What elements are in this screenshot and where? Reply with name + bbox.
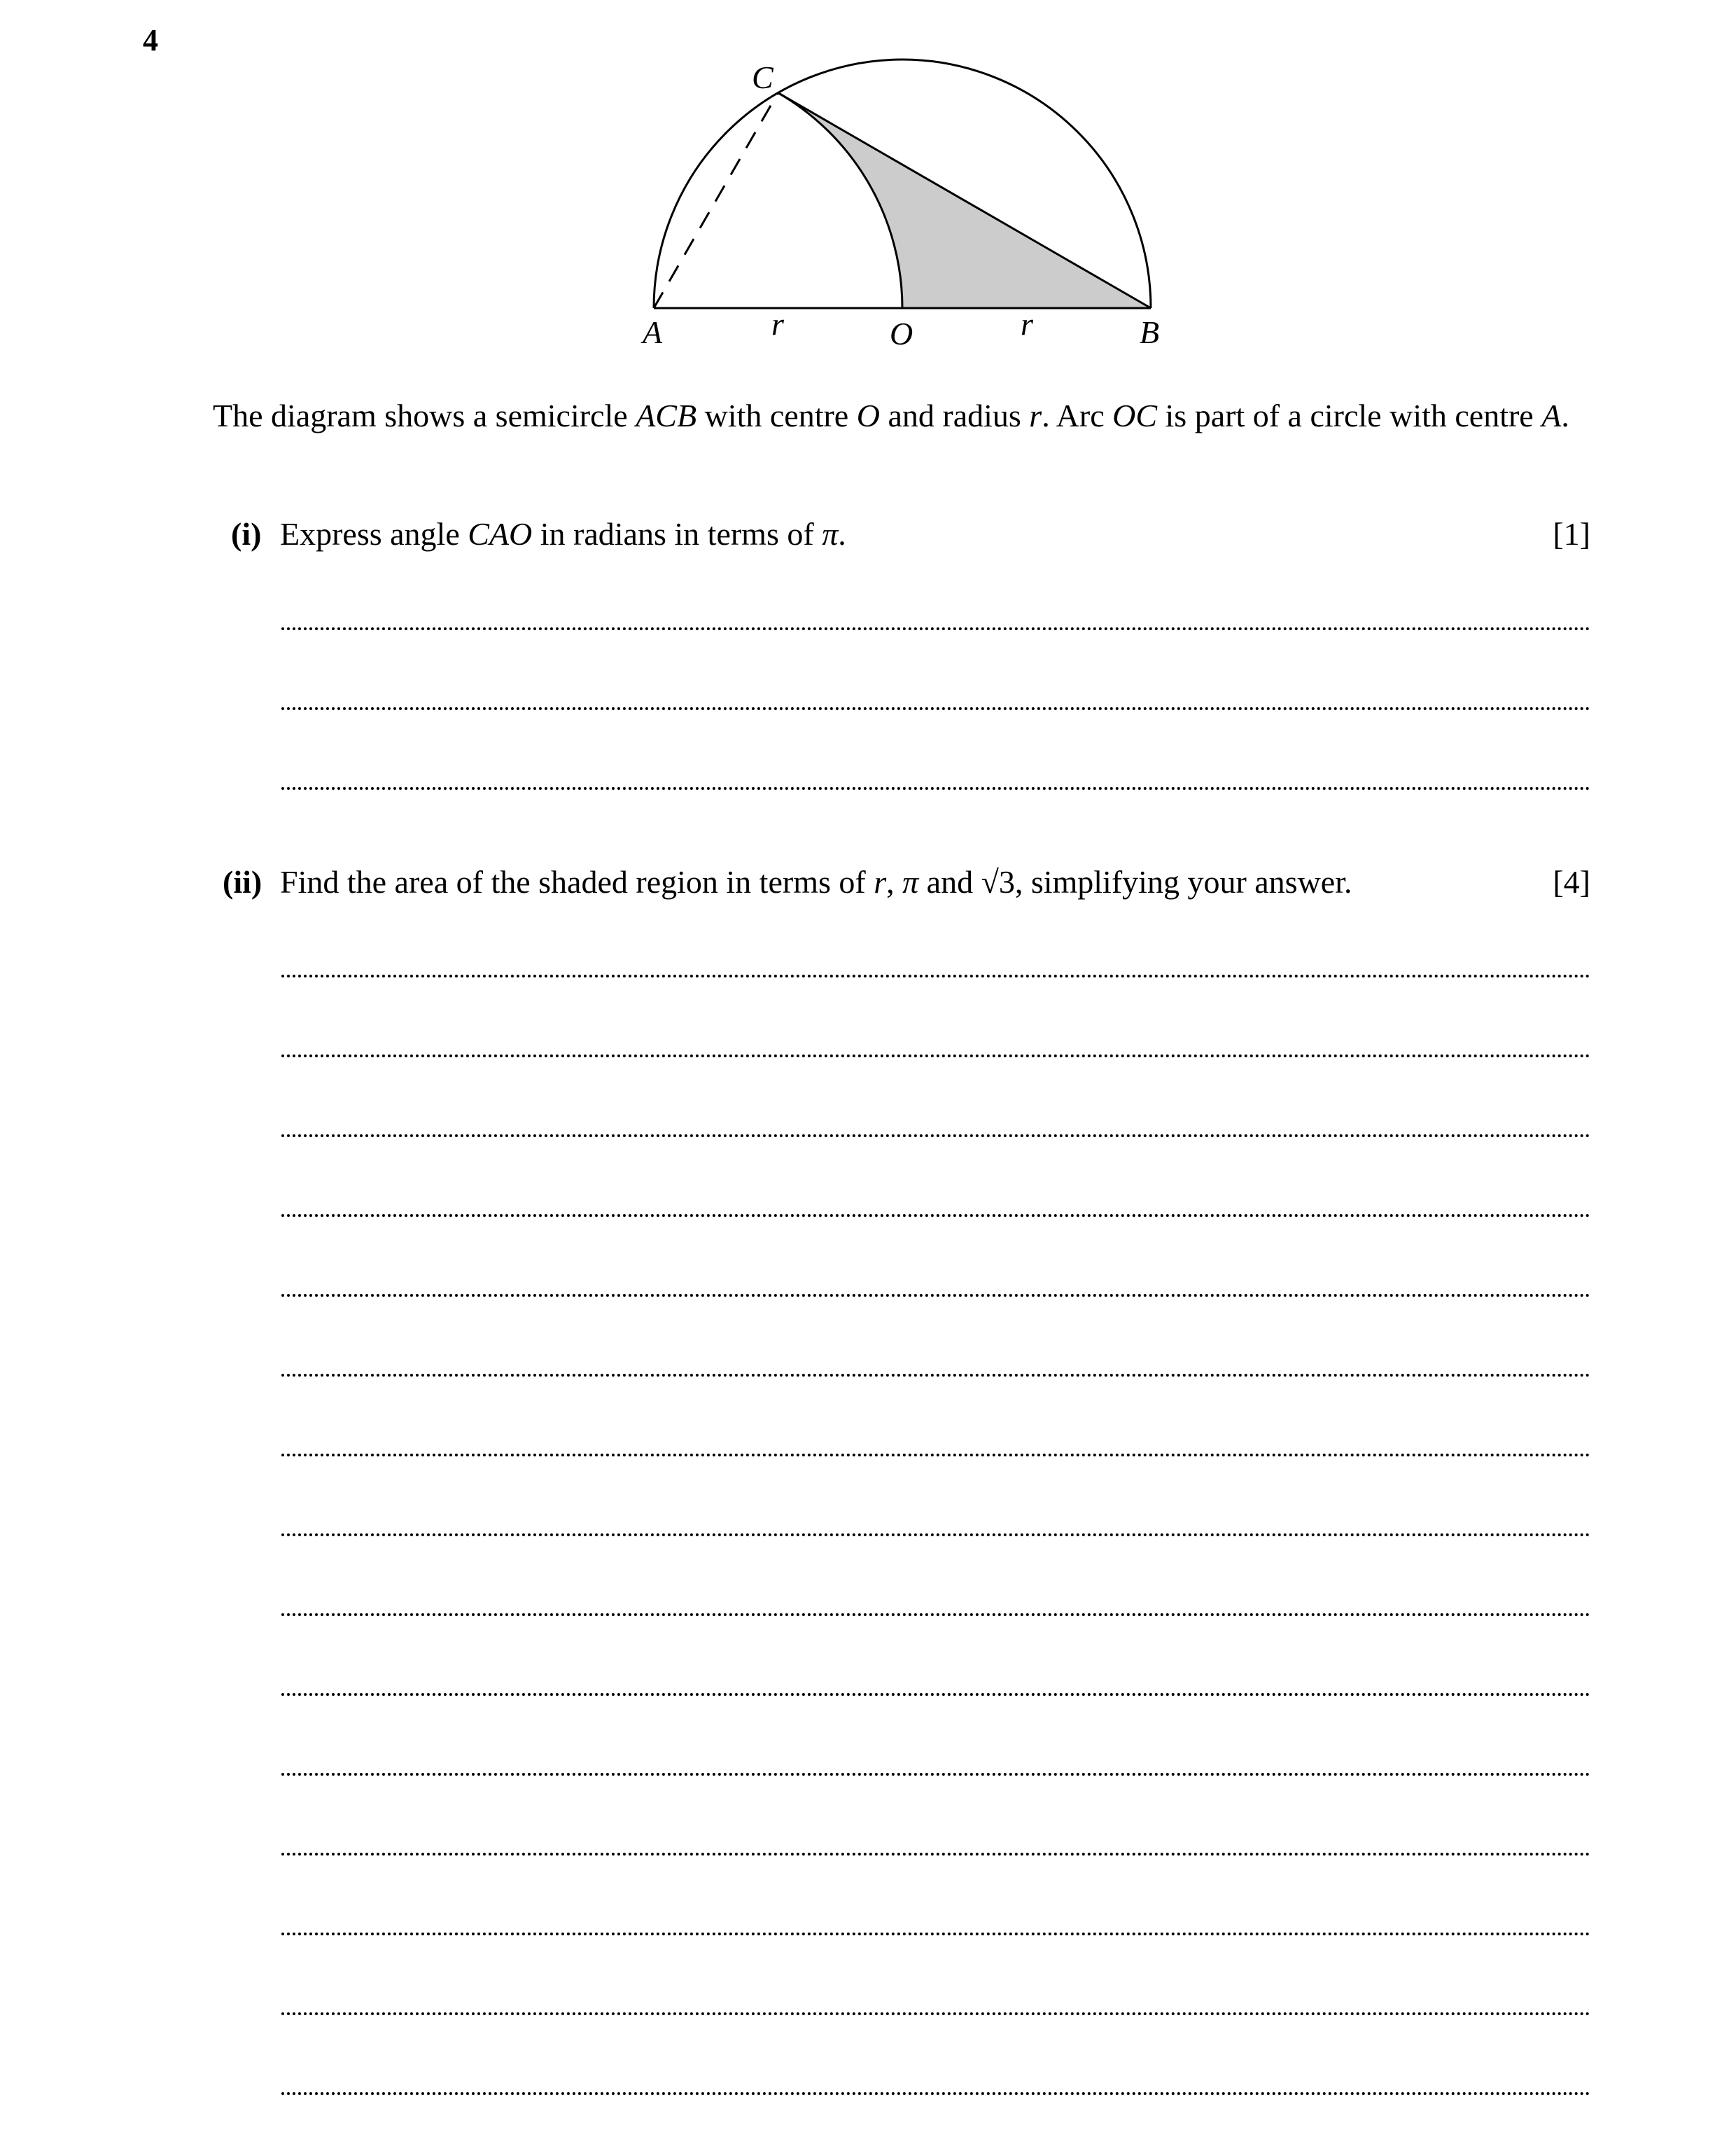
label-c: C bbox=[752, 60, 774, 95]
part-i-text: Express angle CAO in radians in terms of π. bbox=[280, 516, 846, 552]
question-part-ii bbox=[213, 863, 1590, 902]
label-b: B bbox=[1140, 314, 1160, 350]
part-i-answer-line[interactable] bbox=[281, 627, 1590, 630]
label-r-right: r bbox=[1021, 306, 1033, 342]
part-ii-text: Find the area of the shaded region in terms of r, π and √3, simplifying your answer. bbox=[280, 864, 1352, 900]
part-ii-answer-line[interactable] bbox=[281, 2092, 1590, 2095]
question-intro: The diagram shows a semicircle ACB with centre O and radius r. Arc OC is part of a circle with centre A. bbox=[213, 398, 1569, 433]
part-ii-answer-line[interactable] bbox=[281, 1454, 1590, 1456]
part-ii-answer-line[interactable] bbox=[281, 1773, 1590, 1776]
part-ii-answer-line[interactable] bbox=[281, 1214, 1590, 1217]
label-a: A bbox=[643, 314, 663, 350]
label-o: O bbox=[890, 316, 913, 351]
part-ii-answer-line[interactable] bbox=[281, 1853, 1590, 1856]
question-part-i bbox=[213, 515, 1590, 554]
part-i-answer-line[interactable] bbox=[281, 707, 1590, 710]
part-i-answer-line[interactable] bbox=[281, 787, 1590, 790]
part-ii-answer-line[interactable] bbox=[281, 1613, 1590, 1616]
page-number: 4 bbox=[143, 23, 158, 57]
part-ii-answer-line[interactable] bbox=[281, 975, 1590, 977]
part-ii-answer-line[interactable] bbox=[281, 1533, 1590, 1536]
geometry-diagram bbox=[0, 0, 1736, 392]
part-ii-answer-line[interactable] bbox=[281, 1134, 1590, 1137]
part-i-marks: [1] bbox=[1553, 516, 1590, 552]
part-ii-answer-line[interactable] bbox=[281, 1054, 1590, 1057]
part-ii-answer-line[interactable] bbox=[281, 1933, 1590, 1935]
part-ii-answer-line[interactable] bbox=[281, 1374, 1590, 1377]
dashed-line-ac bbox=[654, 93, 778, 308]
part-ii-answer-line[interactable] bbox=[281, 2012, 1590, 2015]
part-ii-answer-line[interactable] bbox=[281, 1693, 1590, 1696]
part-ii-label: (ii) bbox=[223, 864, 262, 900]
label-r-left: r bbox=[771, 306, 784, 342]
part-ii-marks: [4] bbox=[1553, 864, 1590, 900]
part-ii-answer-line[interactable] bbox=[281, 1294, 1590, 1297]
part-i-label: (i) bbox=[231, 516, 262, 552]
